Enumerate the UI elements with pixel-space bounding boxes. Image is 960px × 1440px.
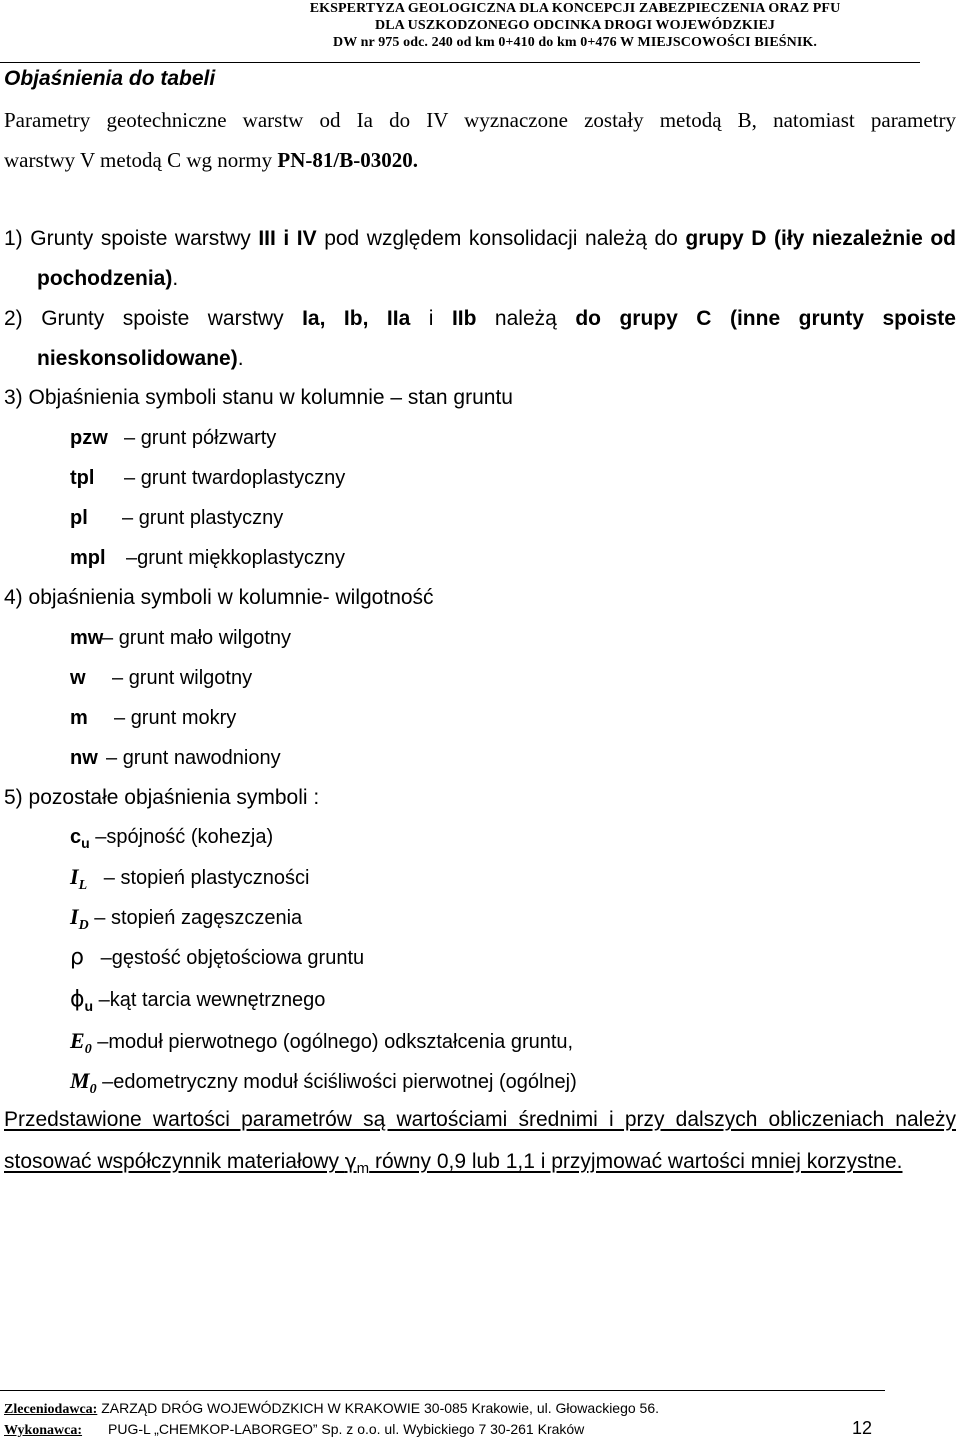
item-1-bold-b: grupy D (iły niezależnie od: [685, 227, 956, 250]
dash: –: [114, 707, 126, 729]
param-desc: moduł pierwotnego (ogólnego) odkształcenia gruntu,: [108, 1031, 574, 1053]
moisture-symbol-row: [70, 738, 281, 778]
list-number: 3): [4, 386, 23, 409]
closing-line-1: [4, 1100, 956, 1140]
list-item-5: [4, 778, 956, 818]
closing-text-1: Przedstawione wartości parametrów są wartościami średnimi i przy dalszych obliczeniach należy: [4, 1108, 956, 1131]
moisture-desc: grunt nawodniony: [122, 747, 281, 769]
dash: –: [112, 667, 124, 689]
param-symbol: M: [70, 1068, 90, 1093]
moisture-symbol-row: [70, 658, 252, 698]
param-symbol: I: [70, 904, 79, 929]
moisture-symbol-row: [70, 618, 291, 658]
closing-line-2: [4, 1141, 956, 1189]
list-item-2-cont: [37, 339, 956, 379]
moisture-symbol: nw: [70, 747, 98, 769]
item-4-text: objaśnienia symboli w kolumnie- wilgotność: [28, 586, 434, 609]
client-label: Zleceniodawca:: [4, 1402, 98, 1417]
dash: –: [126, 547, 138, 569]
item-2-bold-d: nieskonsolidowane): [37, 347, 238, 370]
dash: –: [95, 826, 107, 848]
param-desc: kąt tarcia wewnętrznego: [109, 989, 326, 1011]
param-subscript: u: [84, 998, 94, 1014]
state-symbol: pzw: [70, 427, 108, 449]
state-symbol: tpl: [70, 467, 95, 489]
param-subscript: 0: [89, 1082, 97, 1097]
header-line-1: EKSPERTYZA GEOLOGICZNA DLA KONCEPCJI ZABEZPIECZENIA ORAZ PFU: [309, 1, 841, 16]
param-desc: gęstość objętościowa gruntu: [111, 947, 365, 969]
state-symbol: mpl: [70, 547, 106, 569]
dash: –: [122, 507, 134, 529]
moisture-desc: grunt mokry: [130, 707, 237, 729]
item-2-bold-c: do grupy C (inne grunty spoiste: [575, 307, 956, 330]
closing-text-2b: równy 0,9 lub 1,1 i przyjmować wartości mniej korzystne.: [369, 1150, 903, 1173]
item-5-text: pozostałe objaśnienia symboli :: [28, 786, 320, 809]
moisture-desc: grunt wilgotny: [128, 667, 253, 689]
page-number: 12: [851, 1418, 872, 1438]
list-item-1-cont: [37, 259, 956, 299]
param-symbol-row: [70, 938, 364, 978]
norm-reference: PN-81/B-03020.: [277, 148, 418, 172]
item-1-bold-c: pochodzenia): [37, 267, 173, 290]
moisture-symbol-row: [70, 698, 236, 738]
param-symbol: I: [70, 864, 79, 889]
footer-contractor: [4, 1420, 584, 1440]
moisture-symbol: m: [70, 707, 88, 729]
dash: –: [98, 989, 110, 1011]
dash: –: [103, 867, 115, 889]
param-subscript: L: [78, 878, 88, 893]
item-2-text-c: należą: [476, 307, 576, 330]
contractor-text: PUG-L „CHEMKOP-LABORGEO” Sp. z o.o. ul. Wybickiego 7 30-261 Kraków: [108, 1421, 585, 1437]
list-number: 4): [4, 586, 23, 609]
dash: –: [106, 747, 118, 769]
dash: –: [102, 1071, 114, 1093]
gamma-symbol: γ: [344, 1149, 357, 1173]
state-desc: grunt miękkoplastyczny: [137, 547, 345, 569]
dash: –: [102, 627, 114, 649]
intro-text-1: Parametry geotechniczne warstw od Ia do IV wyznaczone zostały metodą B, natomiast parametry: [4, 108, 956, 132]
dash: –: [124, 467, 136, 489]
state-desc: grunt twardoplastyczny: [140, 467, 346, 489]
param-symbol: c: [70, 826, 82, 848]
gamma-subscript: m: [356, 1160, 370, 1178]
moisture-desc: grunt mało wilgotny: [118, 627, 291, 649]
header-rule: [0, 62, 920, 63]
item-1-text-a: Grunty spoiste warstwy: [30, 227, 259, 250]
intro-line-1: [4, 100, 956, 140]
footer-client: [4, 1399, 659, 1419]
param-subscript: 0: [84, 1042, 92, 1057]
item-2-bold-a: Ia, Ib, IIa: [302, 307, 411, 330]
state-symbol-row: [70, 498, 283, 538]
list-number: 2): [4, 307, 23, 330]
param-subscript: D: [78, 918, 89, 933]
dash: –: [124, 427, 136, 449]
state-desc: grunt plastyczny: [138, 507, 284, 529]
state-symbol-row: [70, 418, 276, 458]
phi-symbol: ϕ: [70, 987, 85, 1012]
param-symbol-row: [70, 980, 325, 1026]
item-3-text: Objaśnienia symboli stanu w kolumnie – stan gruntu: [28, 386, 513, 409]
section-title: Objaśnienia do tabeli: [4, 67, 216, 90]
item-1-bold-a: III i IV: [258, 227, 317, 250]
state-symbol: pl: [70, 507, 88, 529]
item-1-end: .: [172, 267, 179, 290]
list-item-1: [4, 219, 956, 259]
dash: –: [100, 947, 112, 969]
header-line-3: DW nr 975 odc. 240 od km 0+410 do km 0+476 W MIEJSCOWOŚCI BIEŚNIK.: [332, 35, 817, 50]
param-desc: stopień zagęszczenia: [110, 907, 303, 929]
list-number: 1): [4, 227, 23, 250]
moisture-symbol: w: [70, 667, 86, 689]
param-desc: edometryczny moduł ściśliwości pierwotnej (ogólnej): [113, 1071, 577, 1093]
param-symbol: E: [70, 1028, 85, 1053]
intro-text-2: warstwy V metodą C wg normy: [4, 148, 278, 172]
state-symbol-row: [70, 458, 345, 498]
contractor-label: Wykonawca:: [4, 1423, 83, 1438]
dash: –: [97, 1031, 109, 1053]
item-2-text-a: Grunty spoiste warstwy: [41, 307, 303, 330]
item-2-end: .: [237, 347, 244, 370]
state-desc: grunt półzwarty: [140, 427, 277, 449]
list-item-3: [4, 378, 956, 418]
list-item-4: [4, 578, 956, 618]
footer-rule: [0, 1390, 885, 1391]
rho-symbol: ρ: [70, 945, 84, 970]
dash: –: [94, 907, 106, 929]
param-desc: spójność (kohezja): [106, 826, 274, 848]
state-symbol-row: [70, 538, 345, 578]
closing-text-2a: stosować współczynnik materiałowy: [4, 1150, 345, 1173]
item-1-text-b: pod względem konsolidacji należą do: [316, 227, 686, 250]
item-2-text-b: i: [410, 307, 452, 330]
list-number: 5): [4, 786, 23, 809]
client-text: ZARZĄD DRÓG WOJEWÓDZKICH W KRAKOWIE 30-085 Krakowie, ul. Głowackiego 56.: [97, 1400, 660, 1416]
param-desc: stopień plastyczności: [120, 867, 310, 889]
param-subscript: u: [81, 835, 90, 851]
item-2-bold-b: IIb: [451, 307, 477, 330]
moisture-symbol: mw: [70, 627, 104, 649]
header-line-2: DLA USZKODZONEGO ODCINKA DROGI WOJEWÓDZKIEJ: [375, 18, 775, 33]
document-header: [190, 0, 960, 51]
intro-line-2: [4, 140, 956, 180]
list-item-2: [4, 299, 956, 339]
